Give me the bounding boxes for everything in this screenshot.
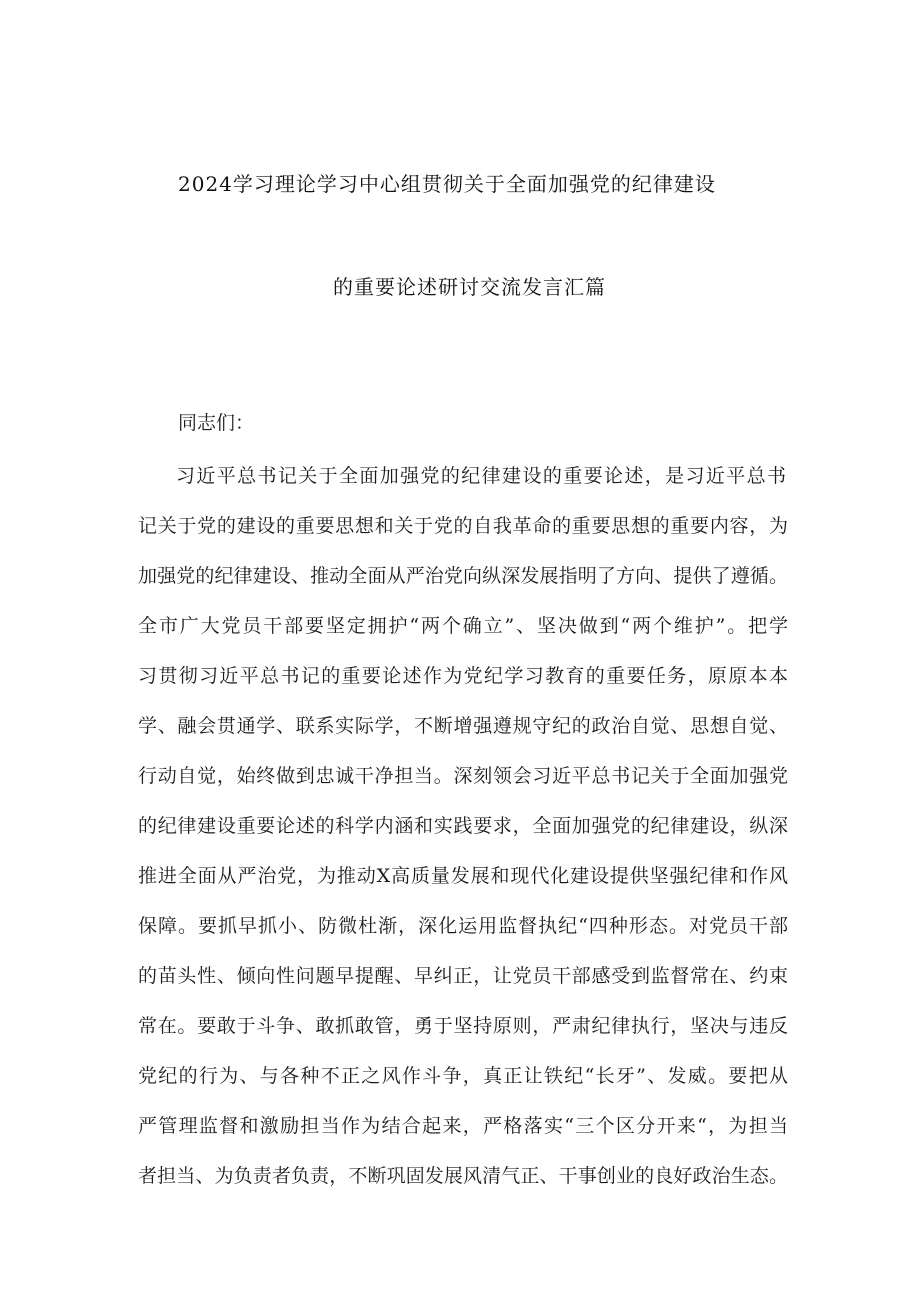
document-title-line-2: 的重要论述研讨交流发言汇篇 [333, 275, 606, 299]
body-line: 全市广大党员干部要坚定拥护“两个确立”、坚决做到“两个维护”。把学 [138, 615, 788, 637]
body-line: 行动自觉，始终做到忠诚干净担当。深刻领会习近平总书记关于全面加强党 [138, 765, 788, 787]
body-line: 习近平总书记关于全面加强党的纪律建设的重要论述，是习近平总书 [176, 465, 786, 487]
body-line: 者担当、为负责者负责，不断巩固发展风清气正、干事创业的良好政治生态。 [138, 1165, 788, 1187]
body-line: 保障。要抓早抓小、防微杜渐，深化运用监督执纪“四种形态。对党员干部 [138, 915, 788, 937]
body-line: 严管理监督和激励担当作为结合起来，严格落实“三个区分开来“，为担当 [138, 1115, 788, 1137]
body-line: 记关于党的建设的重要思想和关于党的自我革命的重要思想的重要内容，为 [138, 515, 788, 537]
body-line: 推进全面从严治党，为推动X高质量发展和现代化建设提供坚强纪律和作风 [138, 865, 788, 887]
body-line: 常在。要敢于斗争、敢抓敢管，勇于坚持原则，严肃纪律执行，坚决与违反 [138, 1015, 788, 1037]
body-line: 加强党的纪律建设、推动全面从严治党向纵深发展指明了方向、提供了遵循。 [138, 565, 788, 587]
document-title-line-1: 2024学习理论学习中心组贯彻关于全面加强党的纪律建设 [178, 172, 716, 196]
body-line: 的纪律建设重要论述的科学内涵和实践要求，全面加强党的纪律建设，纵深 [138, 815, 788, 837]
body-line: 党纪的行为、与各种不正之风作斗争，真正让铁纪“长牙”、发威。要把从 [138, 1065, 788, 1087]
body-line: 习贯彻习近平总书记的重要论述作为党纪学习教育的重要任务，原原本本 [138, 665, 788, 687]
body-line: 学、融会贯通学、联系实际学，不断增强遵规守纪的政治自觉、思想自觉、 [138, 715, 788, 737]
body-line: 的苗头性、倾向性问题早提醒、早纠正，让党员干部感受到监督常在、约束 [138, 965, 788, 987]
salutation: 同志们： [178, 412, 255, 434]
